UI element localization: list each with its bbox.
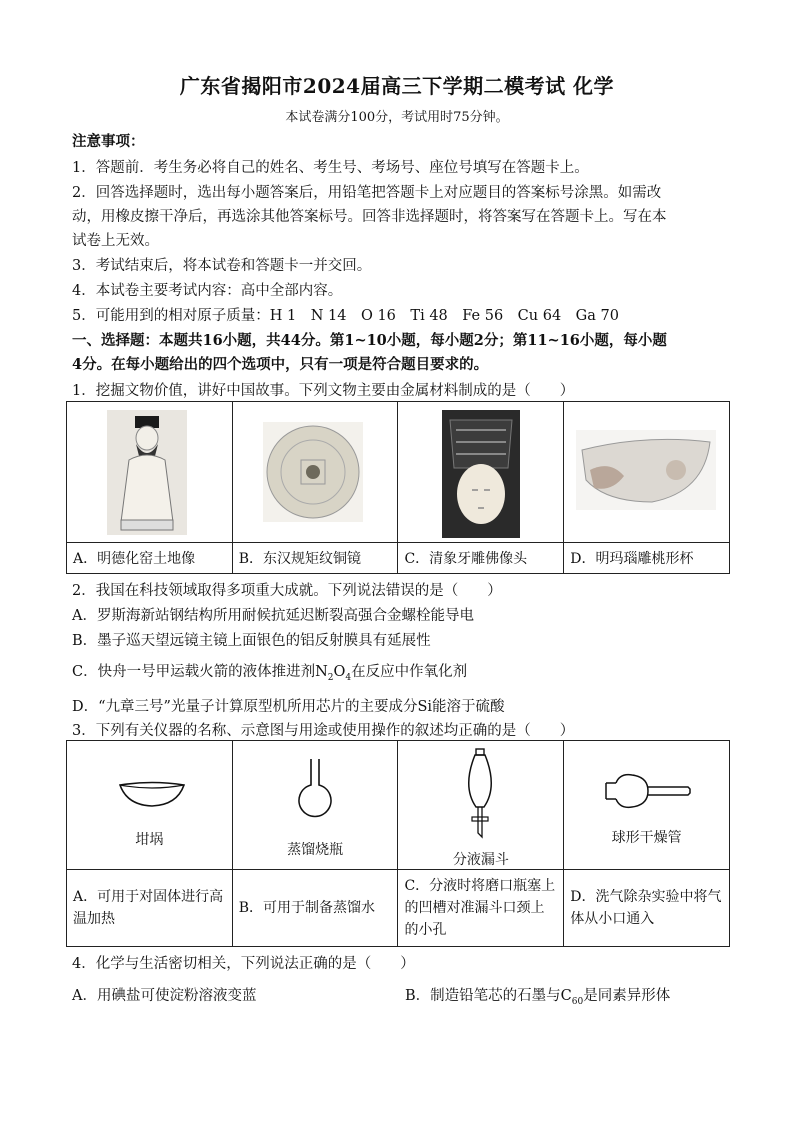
q1-stem: 1．挖掘文物价值，讲好中国故事。下列文物主要由金属材料制成的是（ ） [72, 383, 575, 399]
distilling-flask-icon [295, 757, 335, 827]
q1-image-b [232, 402, 398, 543]
q2-option-b: B．墨子巡天望远镜主镜上面银色的铝反射膜具有延展性 [72, 633, 431, 649]
q3-instrument-drying-tube [564, 741, 730, 870]
q3-name-drying-tube: 球形干燥管 [611, 830, 682, 846]
notice-item: 5．可能用到的相对原子质量：H 1 N 14 O 16 Ti 48 Fe 56 Cu 64 Ga 70 [72, 308, 619, 324]
section-heading: 一、选择题：本题共16小题，共44分。第1~10小题，每小题2分；第11~16小题，每小题 [72, 332, 667, 349]
q4-option-b: B．制造铅笔芯的石墨与$C_{60}$是同素异形体 [405, 988, 671, 1007]
q1-option-a: A．明德化窑土地像 [67, 543, 233, 574]
q3-option-a: A．可用于对固体进行高 温加热 [67, 870, 233, 947]
q3-option-d: D．洗气除杂实验中将气 体从小口通入 [564, 870, 730, 947]
ivory-buddha-head-image [442, 410, 520, 538]
q2-stem: 2．我国在科技领域取得多项重大成就。下列说法错误的是（ ） [72, 583, 502, 599]
notice-item: 4．本试卷主要考试内容：高中全部内容。 [72, 283, 343, 299]
q2-option-c: C．快舟一号甲运载火箭的液体推进剂$N_2O_4$在反应中作氧化剂 [72, 664, 468, 683]
q1-table [66, 401, 730, 574]
notice-item: 动，用橡皮擦干净后，再选涂其他答案标号。回答非选择题时，将答案写在答题卡上。写在本 [72, 209, 667, 225]
earth-god-statue-image [107, 410, 187, 535]
notice-item: 3．考试结束后，将本试卷和答题卡一并交回。 [72, 258, 372, 274]
q2-option-d: D．“九章三号”光量子计算原型机所用芯片的主要成分Si能溶于硫酸 [72, 699, 505, 715]
q1-image-c [398, 402, 564, 543]
exam-subtitle: 本试卷满分100分，考试用时75分钟。 [285, 110, 509, 125]
q2-option-a: A．罗斯海新站钢结构所用耐候抗延迟断裂高强合金螺栓能导电 [72, 608, 474, 624]
agate-peach-cup-image [576, 430, 716, 510]
bronze-mirror-image [263, 422, 363, 522]
q3-name-crucible: 坩埚 [135, 832, 164, 848]
q4-stem: 4．化学与生活密切相关，下列说法正确的是（ ） [72, 956, 415, 972]
q3-instrument-flask [232, 741, 398, 870]
q3-option-b: B．可用于制备蒸馏水 [232, 870, 398, 947]
q1-image-d [564, 402, 730, 543]
crucible-icon [117, 779, 187, 809]
notice-item: 1．答题前．考生务必将自己的姓名、考生号、考场号、座位号填写在答题卡上。 [72, 160, 589, 176]
notice-item: 试卷上无效。 [72, 233, 159, 249]
drying-tube-icon [604, 771, 694, 811]
q4-option-a: A．用碘盐可使淀粉溶液变蓝 [72, 988, 257, 1004]
separatory-funnel-icon [460, 747, 500, 841]
q3-instrument-funnel [398, 741, 564, 870]
q1-image-a [67, 402, 233, 543]
q1-option-d: D．明玛瑙雕桃形杯 [564, 543, 730, 574]
section-heading: 4分。在每小题给出的四个选项中，只有一项是符合题目要求的。 [72, 356, 489, 373]
q3-name-funnel: 分液漏斗 [452, 852, 509, 868]
q3-stem: 3．下列有关仪器的名称、示意图与用途或使用操作的叙述均正确的是（ ） [72, 723, 575, 739]
q3-option-c: C．分液时将磨口瓶塞上 的凹槽对准漏斗口颈上 的小孔 [398, 870, 564, 947]
exam-title: 广东省揭阳市2024届高三下学期二模考试 化学 [179, 74, 615, 98]
q1-option-c: C．清象牙雕佛像头 [398, 543, 564, 574]
q3-name-flask: 蒸馏烧瓶 [287, 842, 344, 858]
q3-instrument-crucible [67, 741, 233, 870]
notice-heading: 注意事项： [72, 133, 145, 150]
q1-option-b: B．东汉规矩纹铜镜 [232, 543, 398, 574]
q3-table [66, 740, 730, 947]
notice-item: 2．回答选择题时，选出每小题答案后，用铅笔把答题卡上对应题目的答案标号涂黑。如需改 [72, 185, 662, 201]
